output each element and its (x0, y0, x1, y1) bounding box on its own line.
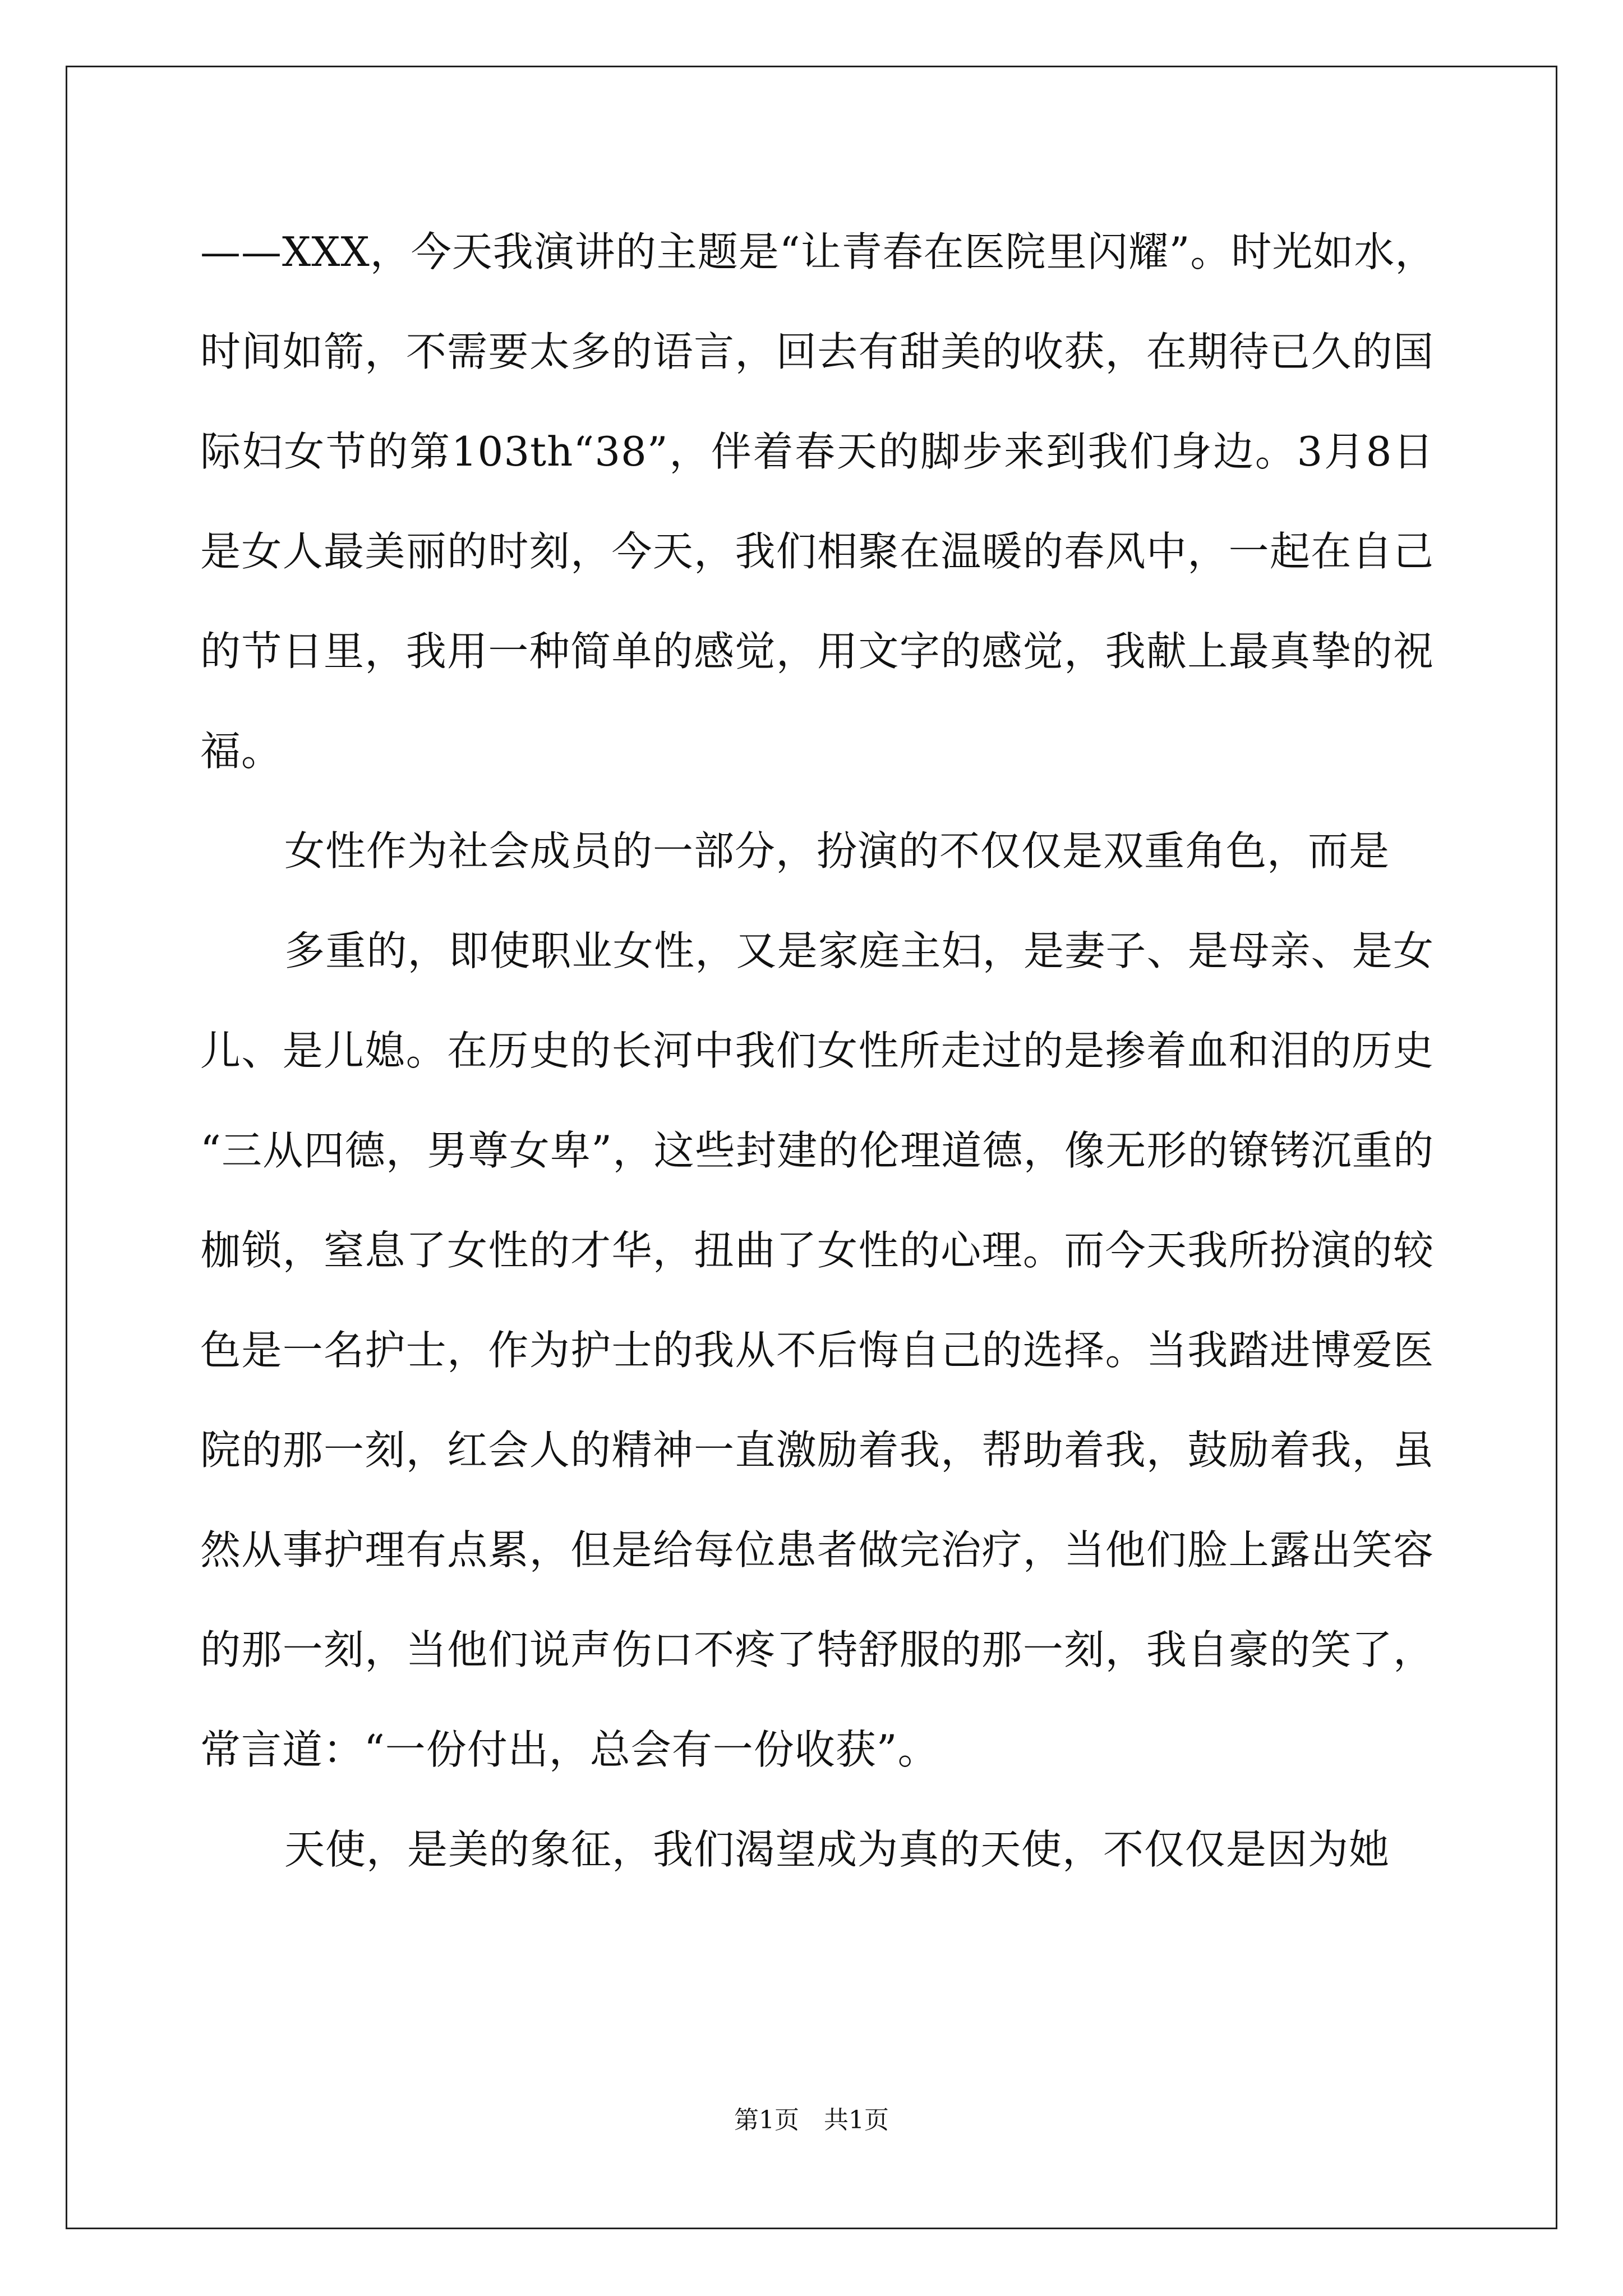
text-line: 时间如箭，不需要太多的语言，回去有甜美的收获，在期待已久的国 (200, 328, 1434, 375)
text-line: 是女人最美丽的时刻，今天，我们相聚在温暖的春风中，一起在自己 (200, 528, 1434, 575)
page-footer: 第1页 共1页 (734, 2106, 889, 2134)
text-line: 的节日里，我用一种简单的感觉，用文字的感觉，我献上最真挚的祝 (200, 628, 1434, 675)
text-line: 枷锁，窒息了女性的才华，扭曲了女性的心理。而今天我所扮演的较 (200, 1227, 1434, 1274)
text-line: 福。 (200, 728, 283, 775)
text-line: 际妇女节的第103th“38”，伴着春天的脚步来到我们身边。3月8日 (200, 428, 1434, 475)
text-line: 然从事护理有点累，但是给每位患者做完治疗，当他们脸上露出笑容 (200, 1526, 1434, 1573)
text-line: 常言道：“一份付出，总会有一份收获”。 (200, 1726, 939, 1773)
text-line: 的那一刻，当他们说声伤口不疼了特舒服的那一刻，我自豪的笑了， (200, 1626, 1434, 1673)
paragraph-first-line: 天使，是美的象征，我们渴望成为真的天使，不仅仅是因为她 (284, 1826, 1390, 1873)
paragraph-first-line: 多重的，即使职业女性，又是家庭主妇，是妻子、是母亲、是女 (284, 927, 1434, 974)
document-body (200, 202, 1434, 1899)
text-line: “三从四德，男尊女卑”，这些封建的伦理道德，像无形的镣铐沉重的 (200, 1127, 1434, 1174)
paragraph-first-line: 女性作为社会成员的一部分，扮演的不仅仅是双重角色，而是 (284, 827, 1390, 875)
text-line: ——XXX，今天我演讲的主题是“让青春在医院里闪耀”。时光如水， (200, 228, 1436, 275)
text-line: 儿、是儿媳。在历史的长河中我们女性所走过的是掺着血和泪的历史 (200, 1027, 1434, 1074)
text-line: 院的那一刻，红会人的精神一直激励着我，帮助着我，鼓励着我，虽 (200, 1427, 1434, 1474)
text-line: 色是一名护士，作为护士的我从不后悔自己的选择。当我踏进博爱医 (200, 1327, 1434, 1374)
